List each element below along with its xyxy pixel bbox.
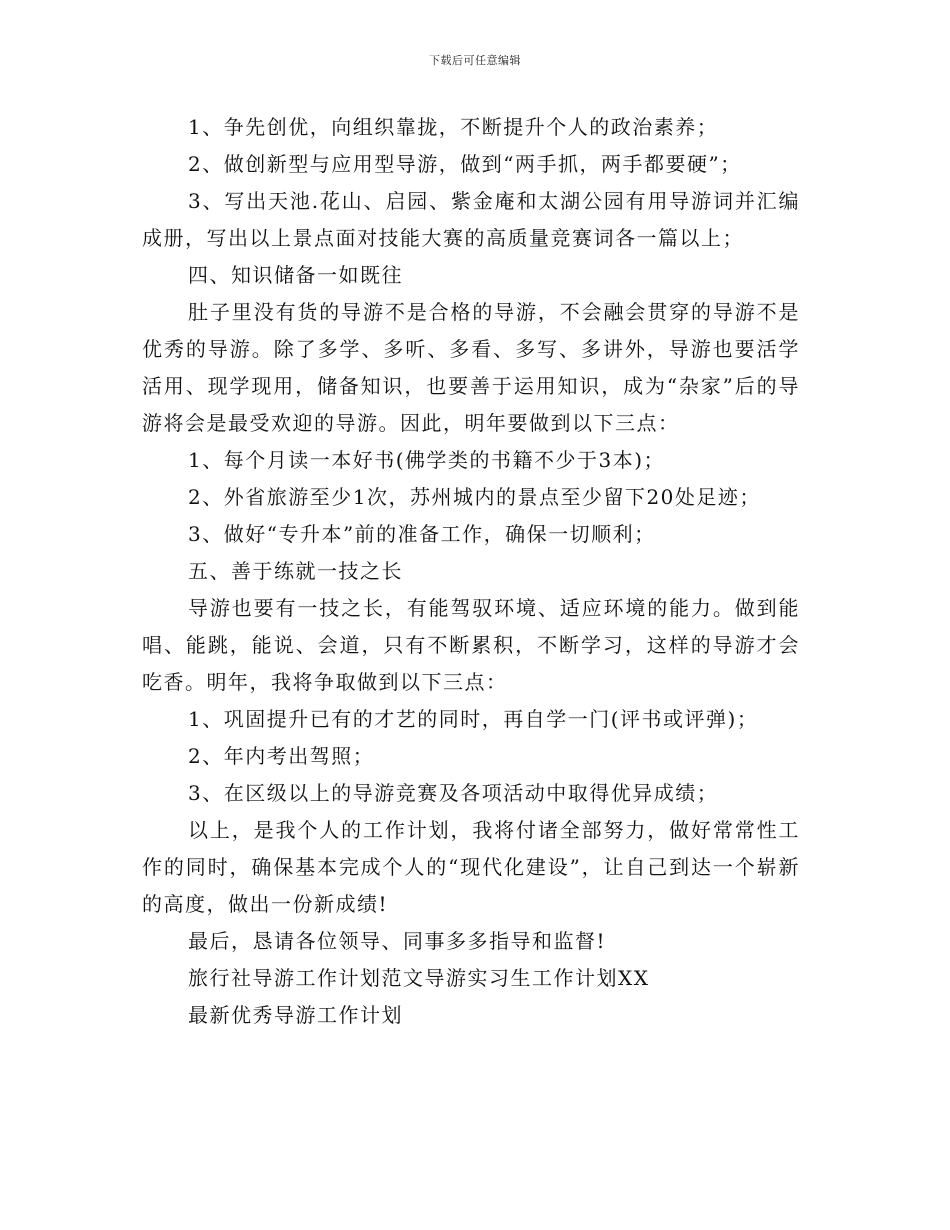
list-item-1: 1、争先创优，向组织靠拢，不断提升个人的政治素养；	[188, 115, 719, 139]
section-heading-5: 五、善于练就一技之长	[188, 559, 403, 583]
list-item-3: 3、做好“专升本”前的准备工作，确保一切顺利；	[188, 522, 656, 546]
page-header: 下载后可任意编辑	[429, 54, 521, 67]
related-title: 旅行社导游工作计划范文导游实习生工作计划XX	[188, 966, 650, 990]
list-item-3: 3、在区级以上的导游竞赛及各项活动中取得优异成绩；	[188, 781, 719, 805]
related-title: 最新优秀导游工作计划	[188, 1003, 403, 1027]
document-body	[142, 109, 800, 1034]
section-heading-4: 四、知识储备一如既往	[188, 263, 403, 287]
summary-paragraph: 以上，是我个人的工作计划，我将付诸全部努力，做好常常性工作的同时，确保基本完成个人的“现代化建设”，让自己到达一个崭新的高度，做出一份新成绩!	[142, 818, 800, 916]
body-paragraph: 导游也要有一技之长，有能驾驭环境、适应环境的能力。做到能唱、能跳，能说、会道，只有不断累积，不断学习，这样的导游才会吃香。明年，我将争取做到以下三点：	[142, 596, 800, 694]
body-paragraph: 肚子里没有货的导游不是合格的导游，不会融会贯穿的导游不是优秀的导游。除了多学、多听、多看、多写、多讲外，导游也要活学活用、现学现用，储备知识，也要善于运用知识，成为“杂家”后的导游将会是最受欢迎的导游。因此，明年要做到以下三点：	[142, 300, 800, 435]
list-item-2: 2、年内考出驾照；	[188, 744, 375, 768]
list-item-2: 2、外省旅游至少1次，苏州城内的景点至少留下20处足迹；	[188, 485, 761, 509]
list-item-3: 3、写出天池.花山、启园、紫金庵和太湖公园有用导游词并汇编成册，写出以上景点面对技能大赛的高质量竞赛词各一篇以上；	[142, 189, 800, 250]
list-item-1: 1、巩固提升已有的才艺的同时，再自学一门(评书或评弹)；	[188, 707, 759, 731]
list-item-2: 2、做创新型与应用型导游，做到“两手抓，两手都要硬”；	[188, 152, 742, 176]
closing-paragraph: 最后，恳请各位领导、同事多多指导和监督!	[188, 929, 607, 953]
list-item-1: 1、每个月读一本好书(佛学类的书籍不少于3本)；	[188, 448, 666, 472]
